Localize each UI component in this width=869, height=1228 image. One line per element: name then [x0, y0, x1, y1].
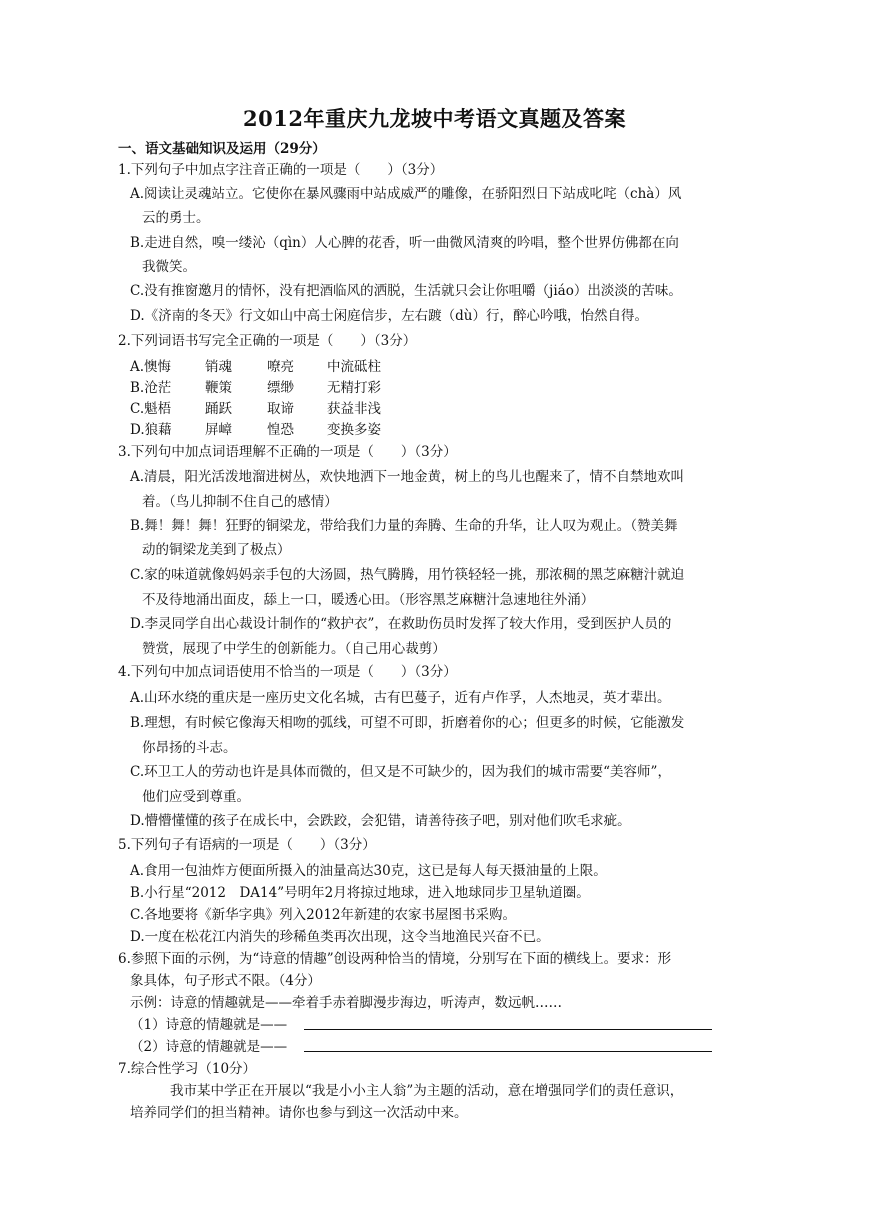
option-word: 屏嶂 — [205, 422, 232, 438]
section-heading: 一、语文基础知识及运用（29分） — [118, 141, 326, 157]
question-7-stem: 7.综合性学习（10分） — [118, 1061, 257, 1077]
option-word: 变换多姿 — [327, 422, 381, 438]
question-5-stem: 5.下列句子有语病的一项是（ ）（3分） — [118, 837, 376, 853]
option-word: B.沧茫 — [130, 380, 172, 396]
option-word: D.狼藉 — [130, 422, 172, 438]
question-4-option-b: B.理想，有时候它像海天相吻的弧线，可望不可即，折磨着你的心；但更多的时候，它能激发 — [130, 715, 685, 731]
question-4-stem: 4.下列句中加点词语使用不恰当的一项是（ ）（3分） — [118, 664, 457, 680]
question-2-stem: 2.下列词语书写完全正确的一项是（ ）（3分） — [118, 333, 417, 349]
answer-line-2[interactable] — [304, 1051, 712, 1052]
question-3-option-a-cont: 着。（鸟儿抑制不住自己的感情） — [142, 494, 338, 510]
option-word: 中流砥柱 — [327, 359, 381, 375]
option-word: C.魁梧 — [130, 401, 172, 417]
question-5-option-d: D.一度在松花江内消失的珍稀鱼类再次出现，这令当地渔民兴奋不已。 — [130, 929, 550, 945]
question-1-option-b-cont: 我微笑。 — [142, 259, 196, 275]
question-5-option-a: A.食用一包油炸方便面所摄入的油量高达30克，这已是每人每天摄油量的上限。 — [130, 863, 607, 879]
question-3-option-d-cont: 赞赏，展现了中学生的创新能力。（自己用心裁剪） — [142, 641, 446, 657]
question-5-option-c: C.各地要将《新华字典》列入2012年新建的农家书屋图书采购。 — [130, 907, 516, 923]
question-3-option-d: D.李灵同学自出心裁设计制作的“救护衣”，在救助伤员时发挥了较大作用，受到医护人员的 — [130, 616, 672, 632]
question-6-example: 示例：诗意的情趣就是——牵着手赤着脚漫步海边，听涛声，数远帆…… — [130, 995, 562, 1011]
option-word: A.懊悔 — [130, 359, 172, 375]
question-4-option-c-cont: 他们应受到尊重。 — [142, 789, 250, 805]
question-3-option-a: A.清晨，阳光活泼地溜进树丛，欢快地洒下一地金黄，树上的鸟儿也醒来了，情不自禁地欢叫 — [130, 469, 685, 485]
question-3-stem: 3.下列句中加点词语理解不正确的一项是（ ）（3分） — [118, 444, 457, 460]
question-3-option-c: C.家的味道就像妈妈亲手包的大汤圆，热气腾腾，用竹筷轻轻一挑，那浓稠的黑芝麻糖汁就迫 — [130, 567, 685, 583]
option-word: 获益非浅 — [327, 401, 381, 417]
answer-line-1[interactable] — [304, 1029, 712, 1030]
page-title: 2012年重庆九龙坡中考语文真题及答案 — [243, 106, 626, 131]
option-word: 无精打彩 — [327, 380, 381, 396]
question-1-option-b: B.走进自然，嗅一缕沁（qìn）人心脾的花香，听一曲微风清爽的吟唱，整个世界仿佛都在向 — [130, 235, 679, 251]
question-3-option-b-cont: 动的铜梁龙美到了极点） — [142, 542, 291, 558]
question-3-option-b: B.舞！舞！舞！狂野的铜梁龙，带给我们力量的奔腾、生命的升华，让人叹为观止。（赞美舞 — [130, 518, 678, 534]
question-7-paragraph-cont: 培养同学们的担当精神。请你也参与到这一次活动中来。 — [130, 1105, 468, 1121]
question-4-option-c: C.环卫工人的劳动也许是具体而微的，但又是不可缺少的，因为我们的城市需要“美容师”， — [130, 764, 671, 780]
option-word: 嘹亮 — [267, 359, 294, 375]
question-4-option-b-cont: 你昂扬的斗志。 — [142, 740, 237, 756]
question-6-blank-2-label: （2）诗意的情趣就是—— — [130, 1039, 288, 1055]
question-6-stem: 6.参照下面的示例，为“诗意的情趣”创设两种恰当的情境，分别写在下面的横线上。要求：形 — [118, 951, 672, 967]
question-6-blank-1-label: （1）诗意的情趣就是—— — [130, 1017, 288, 1033]
option-word: 取谛 — [267, 401, 294, 417]
option-word: 惶恐 — [267, 422, 294, 438]
option-word: 踊跃 — [205, 401, 232, 417]
question-1-option-d: D.《济南的冬天》行文如山中高士闲庭信步，左右踱（dù）行，醉心吟哦，怡然自得。 — [130, 308, 648, 324]
question-1-option-a-cont: 云的勇士。 — [142, 210, 210, 226]
question-1-option-c: C.没有推窗邀月的情怀，没有把酒临风的洒脱，生活就只会让你咀嚼（jiáo）出淡淡的苦味。 — [130, 283, 682, 299]
question-5-option-b: B.小行星“2012 DA14”号明年2月将掠过地球，进入地球同步卫星轨道圈。 — [130, 885, 590, 901]
question-3-option-c-cont: 不及待地涌出面皮，舔上一口，暖透心田。（形容黑芝麻糖汁急速地往外涌） — [142, 592, 595, 608]
question-1-stem: 1.下列句子中加点字注音正确的一项是（ ）（3分） — [118, 162, 444, 178]
option-word: 鞭策 — [205, 380, 232, 396]
question-4-option-a: A.山环水绕的重庆是一座历史文化名城，古有巴蔓子，近有卢作孚，人杰地灵，英才辈出。 — [130, 690, 671, 706]
question-4-option-d: D.懵懵懂懂的孩子在成长中，会跌跤，会犯错，请善待孩子吧，别对他们吹毛求疵。 — [130, 813, 631, 829]
question-1-option-a: A.阅读让灵魂站立。它使你在暴风骤雨中站成威严的雕像，在骄阳烈日下站成叱咤（chà）风 — [130, 186, 682, 202]
option-word: 缥缈 — [267, 380, 294, 396]
question-6-stem-cont: 象具体，句子形式不限。（4分） — [130, 973, 321, 989]
option-word: 销魂 — [205, 359, 232, 375]
question-7-paragraph: 我市某中学正在开展以“我是小小主人翁”为主题的活动，意在增强同学们的责任意识， — [170, 1083, 684, 1099]
